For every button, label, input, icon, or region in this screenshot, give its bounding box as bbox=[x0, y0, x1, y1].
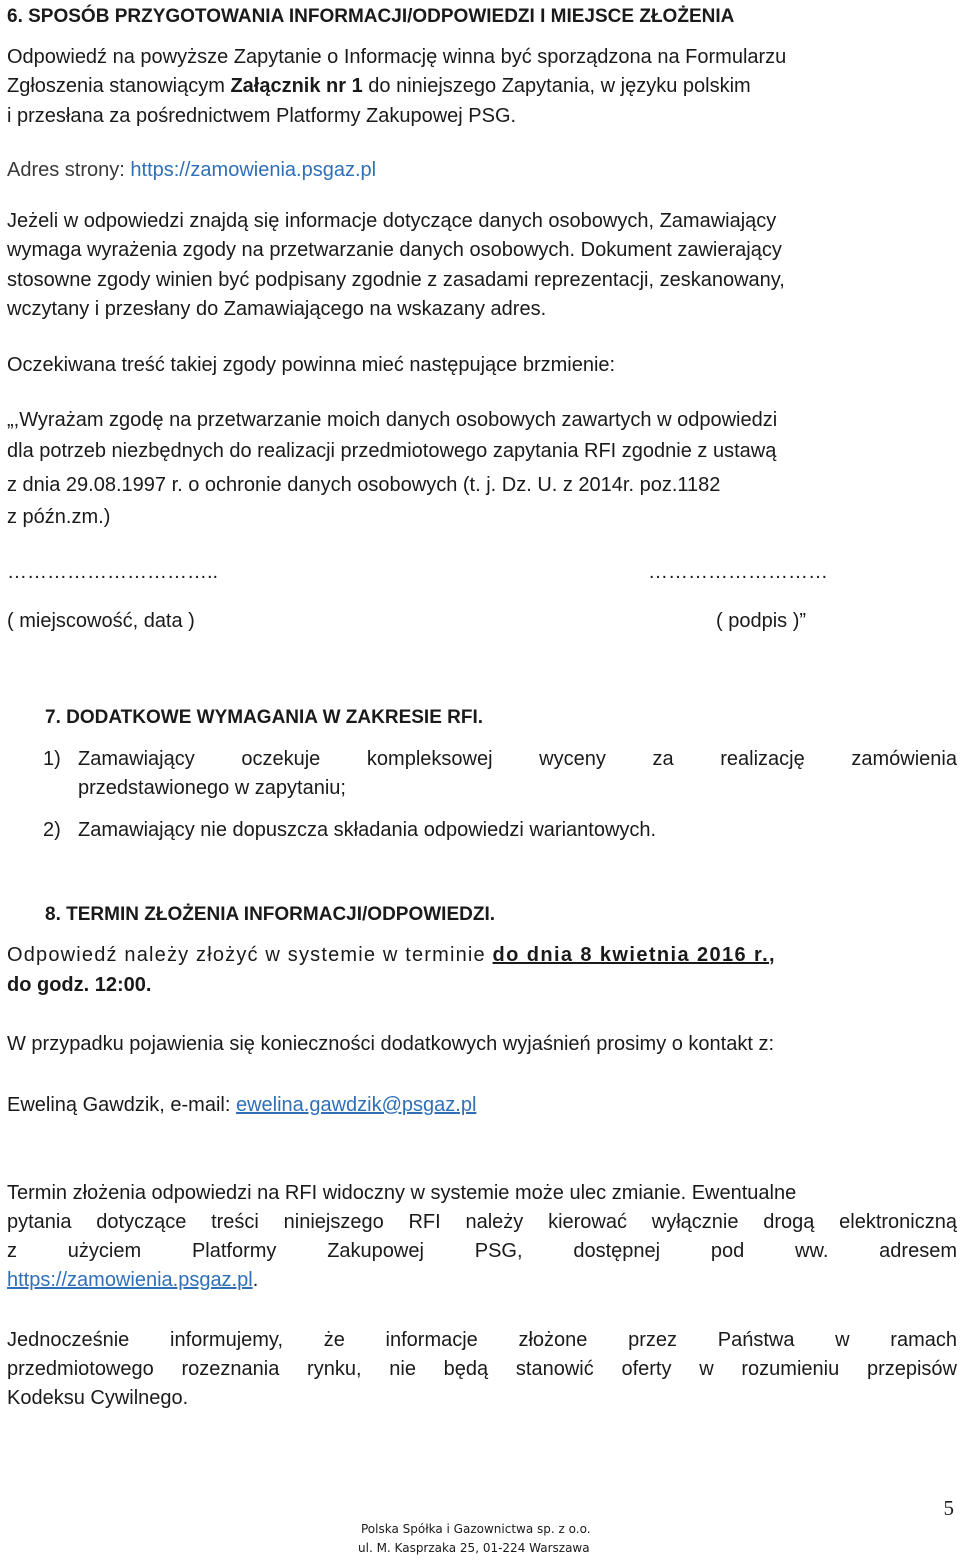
list-item: przedstawionego w zapytaniu; bbox=[78, 777, 346, 799]
consent-quote-line: „,Wyrażam zgodę na przetwarzanie moich danych osobowych zawartych w odpowiedzi bbox=[7, 409, 778, 431]
list-item: Zamawiający nie dopuszcza składania odpowiedzi wariantowych. bbox=[78, 819, 657, 841]
paragraph-line: z użyciem Platformy Zakupowej PSG, dostępnej pod ww. adresem bbox=[7, 1240, 957, 1262]
place-date-dots: ………………………….. bbox=[7, 561, 219, 583]
paragraph-line: Kodeksu Cywilnego. bbox=[7, 1387, 189, 1409]
paragraph-line: Termin złożenia odpowiedzi na RFI widoczny w systemie może ulec zmianie. Ewentualne bbox=[7, 1182, 797, 1204]
footer-company: Polska Spółka i Gazownictwa sp. z o.o. bbox=[361, 1522, 591, 1536]
list-item: Zamawiający oczekuje kompleksowej wyceny za realizację zamówienia bbox=[78, 748, 957, 770]
deadline-date: do dnia 8 kwietnia 2016 r. bbox=[492, 944, 770, 966]
deadline-time: do godz. 12:00. bbox=[7, 974, 152, 996]
paragraph-line: stosowne zgody winien być podpisany zgodnie z zasadami reprezentacji, zeskanowany, bbox=[7, 269, 785, 291]
footer-address: ul. M. Kasprzaka 25, 01-224 Warszawa bbox=[358, 1541, 590, 1555]
paragraph-line: Odpowiedź na powyższe Zapytanie o Informację winna być sporządzona na Formularzu bbox=[7, 46, 787, 68]
paragraph-line: Oczekiwana treść takiej zgody powinna mieć następujące brzmienie: bbox=[7, 354, 616, 376]
consent-quote-line: z późn.zm.) bbox=[7, 506, 111, 528]
list-item-number: 2) bbox=[43, 819, 61, 841]
page-number: 5 bbox=[943, 1496, 954, 1520]
paragraph-line: i przesłana za pośrednictwem Platformy Zakupowej PSG. bbox=[7, 105, 517, 127]
section-8-heading: 8. TERMIN ZŁOŻENIA INFORMACJI/ODPOWIEDZI. bbox=[45, 904, 496, 925]
signature-dots: ……………………… bbox=[648, 561, 828, 583]
paragraph-line: Jeżeli w odpowiedzi znajdą się informacje dotyczące danych osobowych, Zamawiający bbox=[7, 210, 777, 232]
platform-link[interactable]: https://zamowienia.psgaz.pl bbox=[130, 159, 377, 181]
platform-link-2[interactable]: https://zamowienia.psgaz.pl bbox=[7, 1269, 253, 1291]
paragraph-line: https://zamowienia.psgaz.pl. bbox=[7, 1269, 259, 1291]
contact-email-link[interactable]: ewelina.gawdzik@psgaz.pl bbox=[235, 1094, 477, 1116]
section-7-heading: 7. DODATKOWE WYMAGANIA W ZAKRESIE RFI. bbox=[45, 707, 484, 728]
consent-quote-line: z dnia 29.08.1997 r. o ochronie danych osobowych (t. j. Dz. U. z 2014r. poz.1182 bbox=[7, 474, 721, 496]
list-item-number: 1) bbox=[43, 748, 61, 770]
consent-quote-line: dla potrzeb niezbędnych do realizacji przedmiotowego zapytania RFI zgodnie z ustawą bbox=[7, 440, 777, 462]
paragraph-line: Jednocześnie informujemy, że informacje złożone przez Państwa w ramach bbox=[7, 1329, 957, 1351]
address-line: Adres strony: https://zamowienia.psgaz.pl bbox=[7, 159, 377, 181]
paragraph-line: pytania dotyczące treści niniejszego RFI należy kierować wyłącznie drogą elektroniczną bbox=[7, 1211, 957, 1233]
paragraph-line: wymaga wyrażenia zgody na przetwarzanie danych osobowych. Dokument zawierający bbox=[7, 239, 782, 261]
place-date-label: ( miejscowość, data ) bbox=[7, 610, 195, 632]
paragraph-line: W przypadku pojawienia się konieczności dodatkowych wyjaśnień prosimy o kontakt z: bbox=[7, 1033, 775, 1055]
paragraph-line: wczytany i przesłany do Zamawiającego na wskazany adres. bbox=[7, 298, 547, 320]
deadline-line: Odpowiedź należy złożyć w systemie w terminie do dnia 8 kwietnia 2016 r., bbox=[7, 944, 775, 966]
paragraph-line: przedmiotowego rozeznania rynku, nie będą stanowić oferty w rozumieniu przepisów bbox=[7, 1358, 957, 1380]
signature-label: ( podpis )” bbox=[716, 610, 807, 632]
attachment-ref: Załącznik nr 1 bbox=[230, 75, 363, 97]
section-6-heading: 6. SPOSÓB PRZYGOTOWANIA INFORMACJI/ODPOWIEDZI I MIEJSCE ZŁOŻENIA bbox=[7, 6, 735, 27]
contact-line: Eweliną Gawdzik, e-mail: ewelina.gawdzik@psgaz.pl bbox=[7, 1094, 477, 1116]
paragraph-line: Zgłoszenia stanowiącym Załącznik nr 1 do niniejszego Zapytania, w języku polskim bbox=[7, 75, 751, 97]
